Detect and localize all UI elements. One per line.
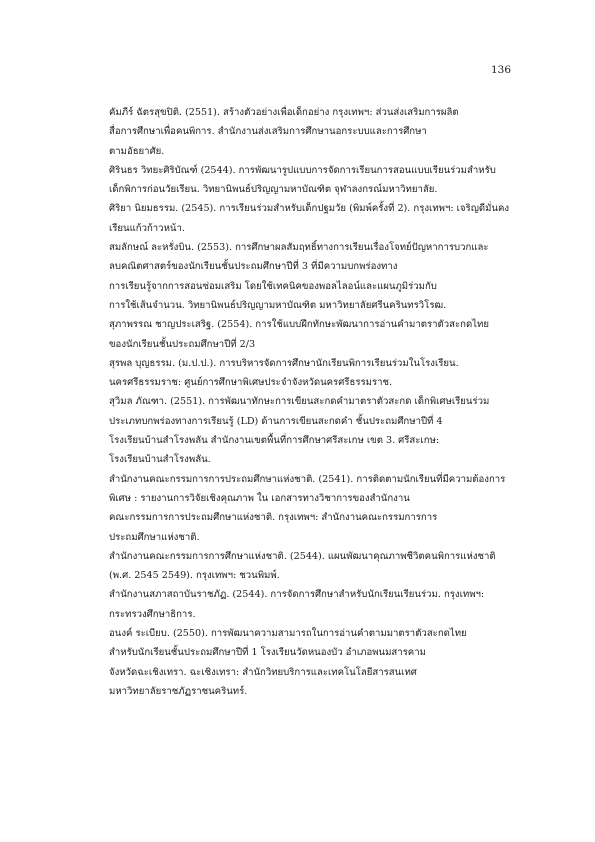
reference-line: ของนักเรียนชั้นประถมศึกษาปีที่ 2/3: [109, 338, 256, 350]
page-number: 136: [490, 64, 511, 76]
reference-line: ลบคณิตศาสตร์ของนักเรียนชั้นประถมศึกษาปีที่ 3 ที่มีความบกพร่องทาง: [109, 261, 398, 273]
reference-line: โรงเรียนบ้านสำโรงพลัน สำนักงานเขตพื้นที่การศึกษาศรีสะเกษ เขต 3. ศรีสะเกษ:: [109, 435, 440, 447]
reference-entry: [109, 392, 519, 469]
reference-entry: [109, 238, 519, 315]
reference-line: พิเศษ : รายงานการวิจัยเชิงคุณภาพ ใน เอกสารทางวิชาการของสำนักงาน: [109, 492, 410, 504]
reference-line: ศิริยา นิยมธรรม. (2545). การเรียนร่วมสำหรับเด็กปฐมวัย (พิมพ์ครั้งที่ 2). กรุงเทพฯ: เจริญดีมั่นคง: [109, 203, 510, 215]
reference-line: สุภาพรรณ ชาญประเสริฐ. (2554). การใช้แบบฝึกทักษะพัฒนาการอ่านคำมาตราตัวสะกดไทย: [109, 319, 489, 331]
reference-entry: [109, 103, 519, 161]
reference-line: นครศรีธรรมราช: ศูนย์การศึกษาพิเศษประจำจังหวัดนครศรีธรรมราช.: [109, 377, 393, 389]
reference-entry: [109, 585, 519, 624]
reference-line: สื่อการศึกษาเพื่อคนพิการ. สำนักงานส่งเสริมการศึกษานอกระบบและการศึกษา: [109, 126, 427, 138]
reference-line: สมลักษณ์ ละหรั่งบิน. (2553). การศึกษาผลสัมฤทธิ์ทางการเรียนเรื่องโจทย์ปัญหาการบวกและ: [109, 242, 489, 254]
reference-line: สำนักงานสภาสถาบันราชภัฏ. (2544). การจัดการศึกษาสำหรับนักเรียนเรียนร่วม. กรุงเทพฯ:: [109, 589, 485, 601]
reference-line: จังหวัดฉะเชิงเทรา. ฉะเชิงเทรา: สำนักวิทยบริการและเทคโนโลยีสารสนเทศ: [109, 666, 417, 678]
reference-line: อนงค์ ระเบียบ. (2550). การพัฒนาความสามารถในการอ่านคำตามมาตราตัวสะกดไทย: [109, 628, 467, 640]
reference-line: สำหรับนักเรียนชั้นประถมศึกษาปีที่ 1 โรงเรียนวัดหนองบัว อำเภอพนมสารคาม: [109, 647, 426, 659]
reference-line: คณะกรรมการการประถมศึกษาแห่งชาติ. กรุงเทพฯ: สำนักงานคณะกรรมการการ: [109, 512, 438, 524]
reference-line: สำนักงานคณะกรรมการการประถมศึกษาแห่งชาติ. (2541). การติดตามนักเรียนที่มีความต้องการ: [109, 473, 506, 485]
reference-entry: [109, 161, 519, 200]
reference-entry: [109, 624, 519, 701]
reference-line: ประเภทบกพร่องทางการเรียนรู้ (LD) ด้านการเขียนสะกดคำ ชั้นประถมศึกษาปีที่ 4: [109, 415, 443, 427]
reference-line: เด็กพิการก่อนวัยเรียน. วิทยานิพนธ์ปริญญามหาบัณฑิต จุฬาลงกรณ์มหาวิทยาลัย.: [109, 184, 438, 196]
reference-entry: [109, 199, 519, 238]
reference-entry: [109, 315, 519, 354]
reference-line: คัมภีร์ ฉัตรสุขปิติ. (2551). สร้างตัวอย่างเพื่อเด็กอย่าง กรุงเทพฯ: ส่วนส่งเสริมการผลิต: [109, 107, 459, 118]
reference-line: เรียนแก้วก้าวหน้า.: [109, 222, 185, 234]
reference-list: [109, 103, 519, 701]
reference-line: การใช้เส้นจำนวน. วิทยานิพนธ์ปริญญามหาบัณฑิต มหาวิทยาลัยศรีนครินทรวิโรฒ.: [109, 299, 447, 311]
reference-line: สุวิมล ภัณฑา. (2551). การพัฒนาทักษะการเขียนสะกดคำมาตราตัวสะกด เด็กพิเศษเรียนร่วม: [109, 396, 490, 408]
reference-line: สำนักงานคณะกรรมการการศึกษาแห่งชาติ. (2544). แผนพัฒนาคุณภาพชีวิตคนพิการแห่งชาติ: [109, 550, 496, 562]
reference-line: สุรพล บุญธรรม. (ม.ป.ป.). การบริหารจัดการศึกษานักเรียนพิการเรียนร่วมในโรงเรียน.: [109, 357, 459, 369]
reference-line: มหาวิทยาลัยราชภัฏราชนครินทร์.: [109, 685, 248, 697]
reference-line: ตามอัธยาศัย.: [109, 145, 165, 157]
reference-entry: [109, 470, 519, 547]
reference-line: (พ.ศ. 2545 2549). กรุงเทพฯ: ชวนพิมพ์.: [109, 570, 280, 582]
reference-entry: [109, 354, 519, 393]
reference-line: ศิรินธร วิทยะศิริบัณฑ์ (2544). การพัฒนารูปแบบการจัดการเรียนการสอนแบบเรียนร่วมสำหรับ: [109, 164, 496, 176]
reference-line: การเรียนรู้จากการสอนซ่อมเสริม โดยใช้เทคนิคของพอลไลอน์และแผนภูมิร่วมกับ: [109, 280, 437, 292]
reference-entry: [109, 547, 519, 586]
reference-line: ประถมศึกษาแห่งชาติ.: [109, 531, 200, 543]
reference-line: โรงเรียนบ้านสำโรงพลัน.: [109, 454, 211, 466]
reference-line: กระทรวงศึกษาธิการ.: [109, 608, 196, 620]
